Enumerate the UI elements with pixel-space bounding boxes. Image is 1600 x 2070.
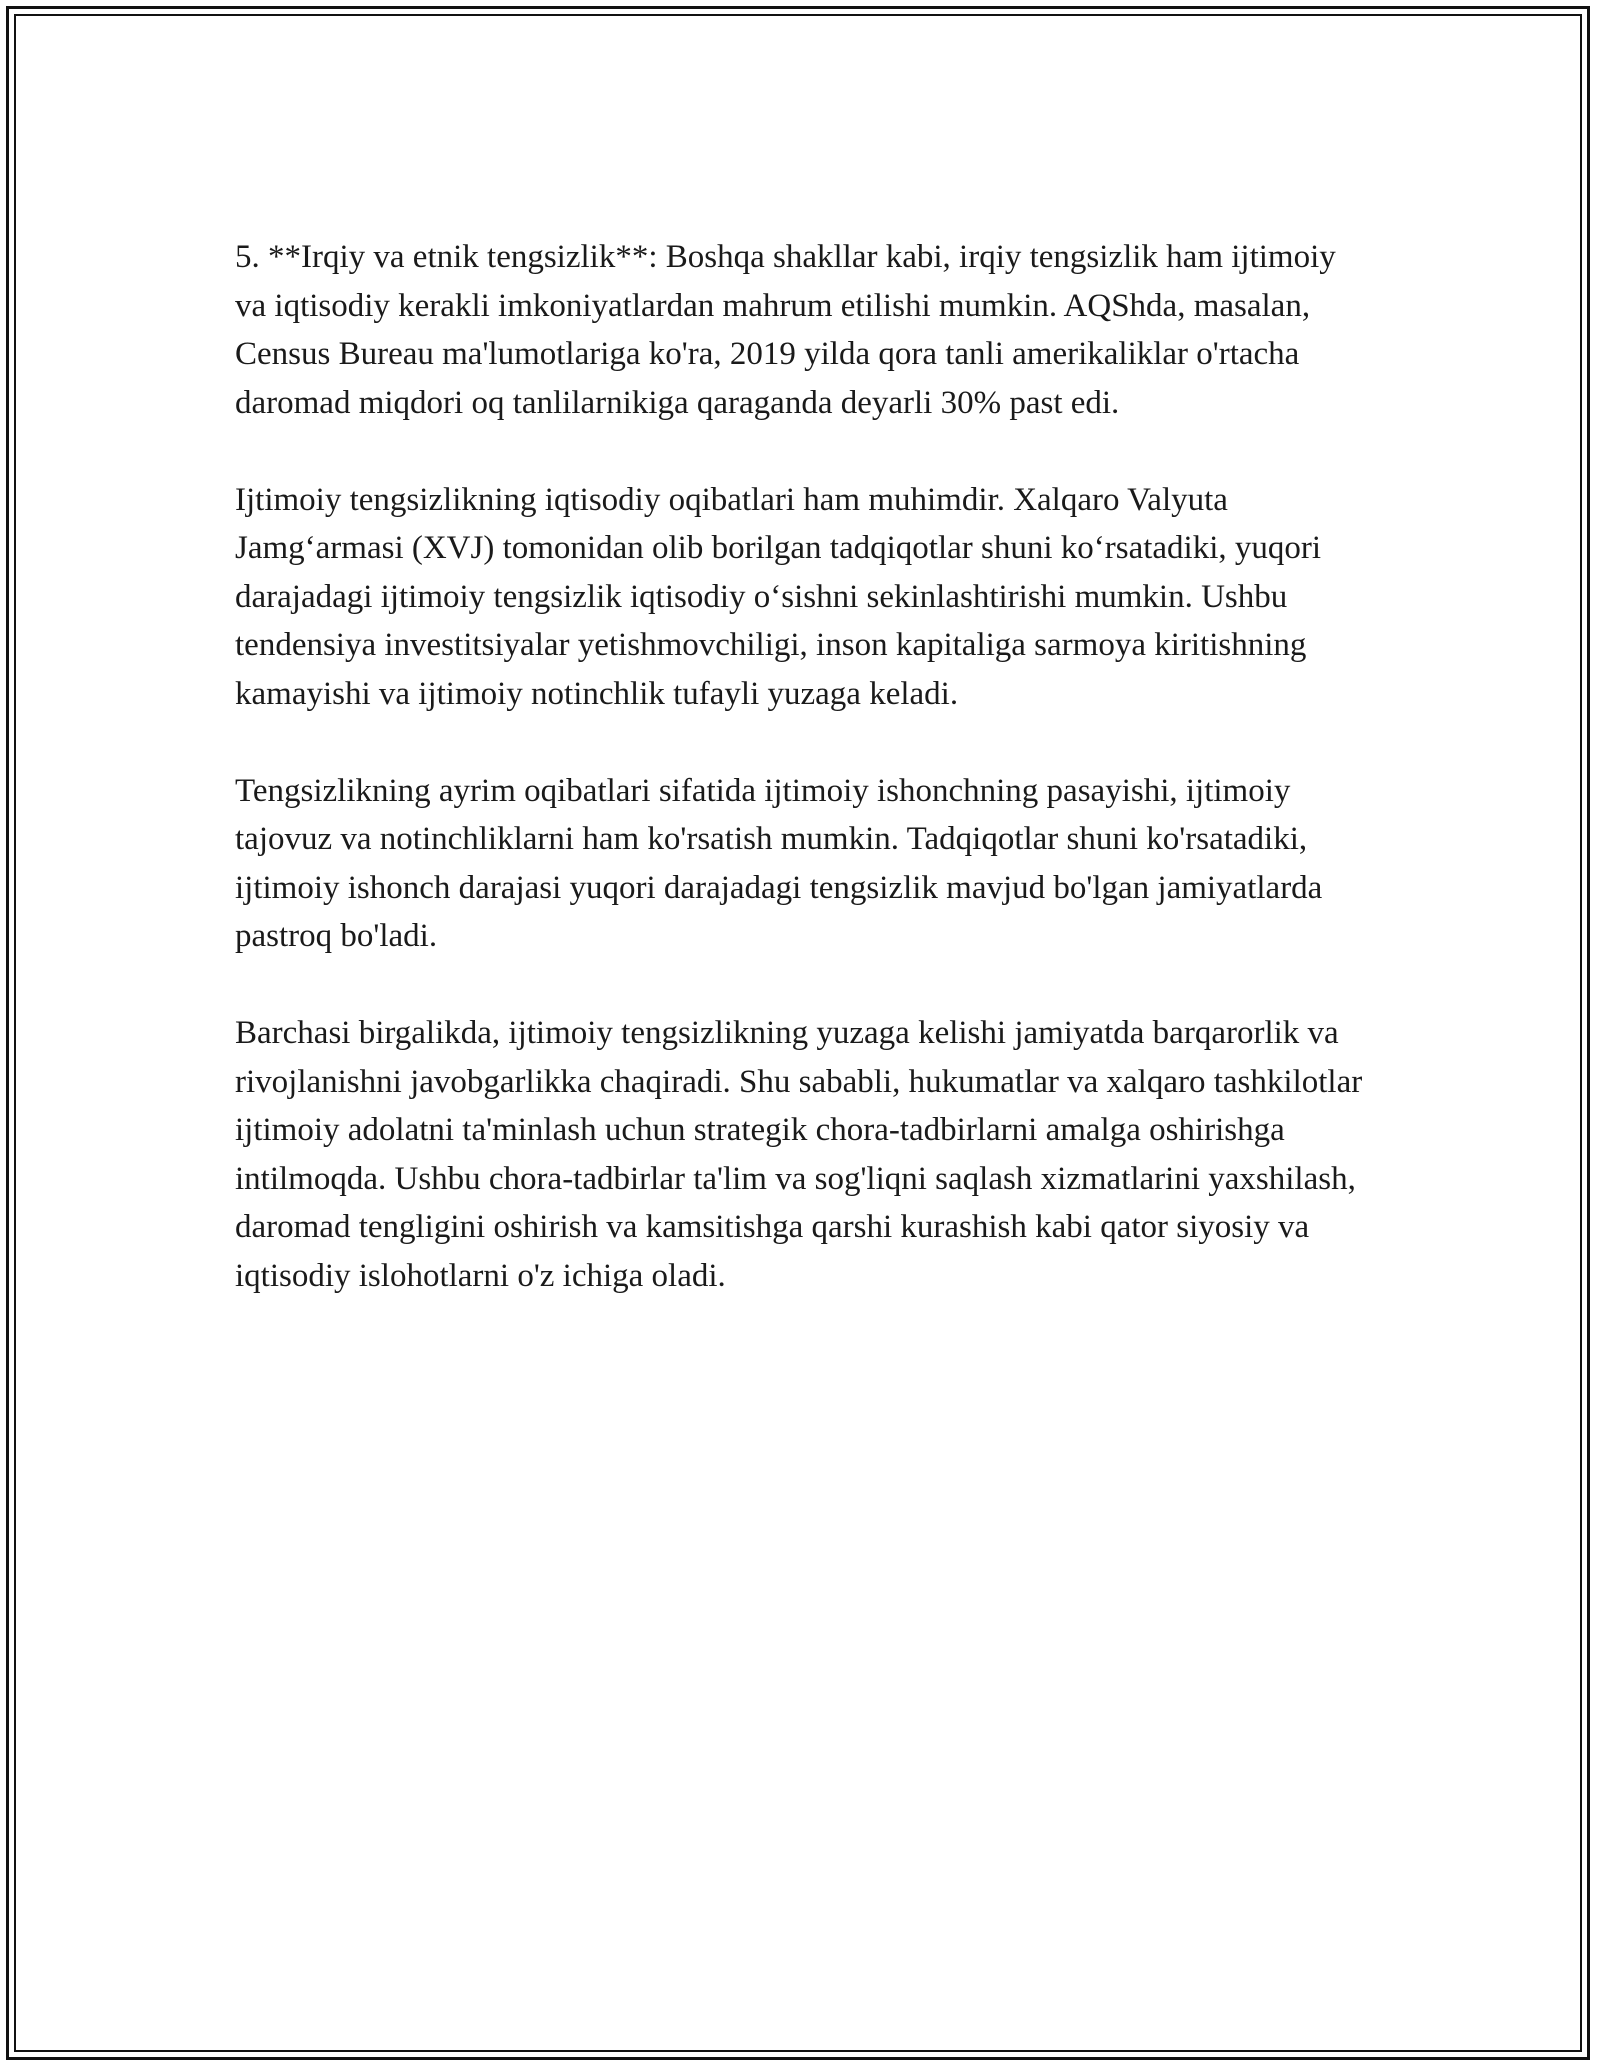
- document-body: [235, 233, 1370, 1349]
- paragraph-racial-inequality: 5. **Irqiy va etnik tengsizlik**: Boshqa shakllar kabi, irqiy tengsizlik ham ijtimoiy va iqtisodiy kerakli imkoniyatlardan mahrum etilishi mumkin. AQShda, masalan, Census Bureau ma'lumotlariga ko'ra, 2019 yilda qora tanli amerikaliklar o'rtacha daromad miqdori oq tanlilarnikiga qaraganda deyarli 30% past edi.: [235, 239, 1336, 421]
- paragraph-economic-consequences: Ijtimoiy tengsizlikning iqtisodiy oqibatlari ham muhimdir. Xalqaro Valyuta Jamgʻarmasi (XVJ) tomonidan olib borilgan tadqiqotlar shuni koʻrsatadiki, yuqori darajadagi ijtimoiy tengsizlik iqtisodiy oʻsishni sekinlashtirishi mumkin. Ushbu tendensiya investitsiyalar yetishmovchiligi, inson kapitaliga sarmoya kiritishning kamayishi va ijtimoiy notinchlik tufayli yuzaga keladi.: [235, 481, 1322, 712]
- paragraph-conclusion: Barchasi birgalikda, ijtimoiy tengsizlikning yuzaga kelishi jamiyatda barqarorlik va rivojlanishni javobgarlikka chaqiradi. Shu sababli, hukumatlar va xalqaro tashkilotlar ijtimoiy adolatni ta'minlash uchun strategik chora-tadbirlarni amalga oshirishga intilmoqda. Ushbu chora-tadbirlar ta'lim va sog'liqni saqlash xizmatlarini yaxshilash, daromad tengligini oshirish va kamsitishga qarshi kurashish kabi qator siyosiy va iqtisodiy islohotlarni o'z ichiga oladi.: [235, 1015, 1363, 1294]
- paragraph-social-trust: Tengsizlikning ayrim oqibatlari sifatida ijtimoiy ishonchning pasayishi, ijtimoiy tajovuz va notinchliklarni ham ko'rsatish mumkin. Tadqiqotlar shuni ko'rsatadiki, ijtimoiy ishonch darajasi yuqori darajadagi tengsizlik mavjud bo'lgan jamiyatlarda pastroq bo'ladi.: [235, 772, 1323, 954]
